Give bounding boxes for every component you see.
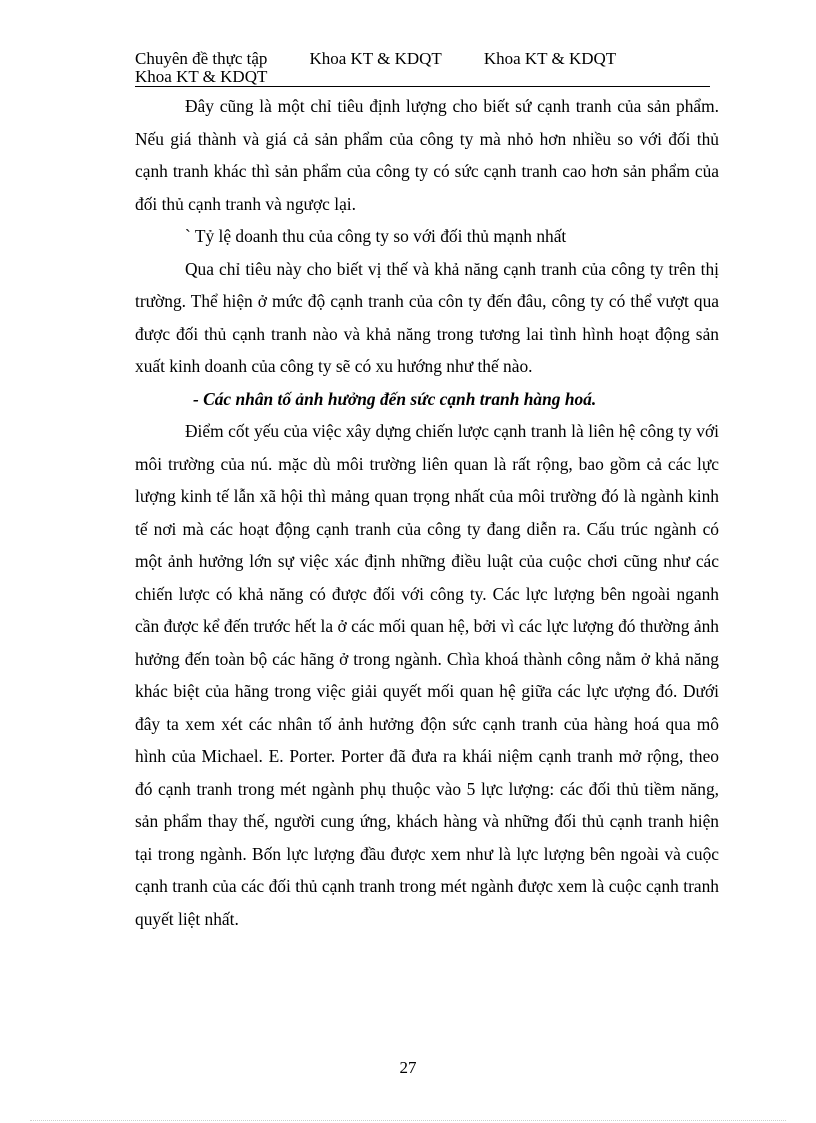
paragraph-revenue-ratio-item: ` Tỷ lệ doanh thu của công ty so với đối thủ mạnh nhất [185,226,567,246]
section-heading: - Các nhân tố ảnh hưởng đến sức cạnh tranh hàng hoá. [193,388,597,409]
header-line-2: Khoa KT & KDQT [135,67,268,86]
header-title: Chuyên đề thực tập [135,49,268,68]
page-header [135,50,710,87]
header-line-1 [135,50,710,68]
paragraph-price-indicator: Đây cũng là một chỉ tiêu định lượng cho biết sứ cạnh tranh của sản phẩm. Nếu giá thành và giá cả sản phẩm của công ty mà nhỏ hơn nhiều so với đối thủ cạnh tranh khác thì sản phẩm của công ty có sức cạnh tranh cao hơn sản phẩm của đối thủ cạnh tranh và ngược lại. [135,96,719,214]
document-body [135,90,719,935]
page-bottom-divider [30,1120,786,1121]
header-department-1: Khoa KT & KDQT [309,49,442,68]
paragraph-market-position: Qua chỉ tiêu này cho biết vị thế và khả năng cạnh tranh của công ty trên thị trường. Thể hiện ở mức độ cạnh tranh của côn ty đến đâu, công ty có thể vượt qua được đối thủ cạnh tranh nào và khả năng trong tương lai tình hình hoạt động sản xuất kinh doanh của công ty sẽ có xu hướng như thế nào. [135,258,719,376]
page-number: 27 [399,1058,417,1077]
header-department-2: Khoa KT & KDQT [483,49,617,68]
paragraph-competitive-factors: Điểm cốt yếu của việc xây dựng chiến lược cạnh tranh là liên hệ công ty với môi trường của nú. mặc dù môi trường liên quan là rất rộng, bao gồm cả các lực lượng kinh tế lẫn xã hội thì mảng quan trọng nhất của môi trường đó là ngành kinh tế nơi mà các hoạt động cạnh tranh của công ty đang diễn ra. Cấu trúc ngành có một ảnh hưởng lớn sự việc xác định những điều luật của cuộc chơi cũng như các chiến lược có khả năng có được đối với công ty. Các lực lượng bên ngoài nganh cần được kể đến trước hết la ở các mối quan hệ, bởi vì các lực lượng đó thường ảnh hưởng đến toàn bộ các hãng ở trong ngành. Chìa khoá thành công nằm ở khả năng khác biệt của hãng trong việc giải quyết mối quan hệ giữa các lực ượng đó. Dưới đây ta xem xét các nhân tố ảnh hưởng độn sức cạnh tranh của hàng hoá qua mô hình của Michael. E. Porter. Porter đã đưa ra khái niệm cạnh tranh mở rộng, theo đó cạnh tranh trong mét ngành phụ thuộc vào 5 lực lượng: các đối thủ tiềm năng, sản phẩm thay thế, người cung ứng, khách hàng và những đối thủ cạnh tranh hiện tại trong ngành. Bốn lực lượng đầu được xem như là lực lượng bên ngoài và cuộc cạnh tranh của các đối thủ cạnh tranh trong mét ngành được xem là cuộc cạnh tranh quyết liệt nhất. [135,421,719,929]
